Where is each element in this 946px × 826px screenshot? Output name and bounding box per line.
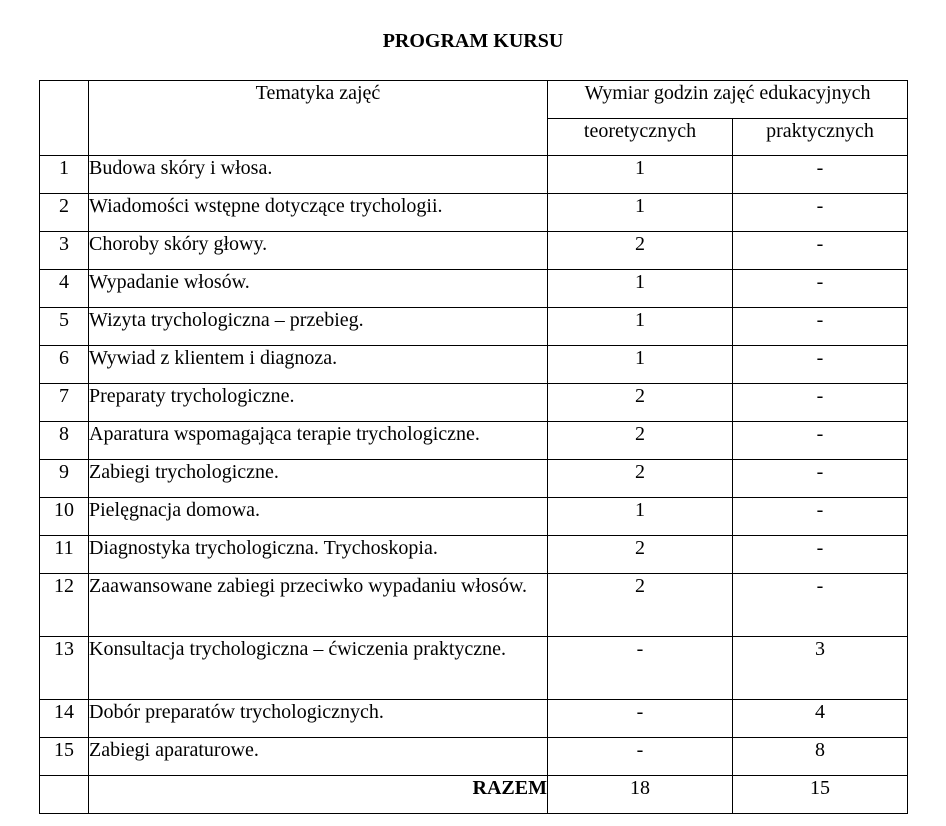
row-number: 9	[40, 460, 89, 498]
total-number-cell	[40, 776, 89, 814]
row-topic: Choroby skóry głowy.	[89, 232, 548, 270]
row-theory-hours: 1	[548, 498, 733, 536]
row-number: 3	[40, 232, 89, 270]
row-theory-hours: 2	[548, 536, 733, 574]
total-theory: 18	[548, 776, 733, 814]
row-practice-hours: -	[733, 308, 908, 346]
row-topic: Konsultacja trychologiczna – ćwiczenia praktyczne.	[89, 637, 548, 700]
row-topic: Wywiad z klientem i diagnoza.	[89, 346, 548, 384]
header-number-cell	[40, 81, 89, 156]
table-row	[40, 574, 908, 637]
row-topic: Zabiegi trychologiczne.	[89, 460, 548, 498]
row-number: 8	[40, 422, 89, 460]
row-topic: Preparaty trychologiczne.	[89, 384, 548, 422]
table-row	[40, 194, 908, 232]
course-program-table	[39, 80, 908, 814]
row-practice-hours: -	[733, 384, 908, 422]
total-practice: 15	[733, 776, 908, 814]
table-row	[40, 384, 908, 422]
row-topic: Diagnostyka trychologiczna. Trychoskopia.	[89, 536, 548, 574]
table-row	[40, 308, 908, 346]
row-practice-hours: -	[733, 422, 908, 460]
row-practice-hours: 3	[733, 637, 908, 700]
table-row	[40, 232, 908, 270]
table-row	[40, 422, 908, 460]
row-practice-hours: -	[733, 498, 908, 536]
row-number: 13	[40, 637, 89, 700]
row-practice-hours: -	[733, 536, 908, 574]
table-row	[40, 700, 908, 738]
row-practice-hours: -	[733, 346, 908, 384]
row-number: 10	[40, 498, 89, 536]
table-row	[40, 498, 908, 536]
row-topic: Wiadomości wstępne dotyczące trychologii.	[89, 194, 548, 232]
row-topic: Zabiegi aparaturowe.	[89, 738, 548, 776]
row-number: 1	[40, 156, 89, 194]
row-topic: Aparatura wspomagająca terapie trychologiczne.	[89, 422, 548, 460]
table-row	[40, 270, 908, 308]
row-topic: Pielęgnacja domowa.	[89, 498, 548, 536]
row-topic: Dobór preparatów trychologicznych.	[89, 700, 548, 738]
total-label: RAZEM	[89, 776, 548, 814]
row-number: 15	[40, 738, 89, 776]
row-theory-hours: 2	[548, 460, 733, 498]
row-number: 4	[40, 270, 89, 308]
row-practice-hours: -	[733, 232, 908, 270]
row-theory-hours: 2	[548, 422, 733, 460]
row-practice-hours: 4	[733, 700, 908, 738]
row-topic: Wypadanie włosów.	[89, 270, 548, 308]
row-number: 7	[40, 384, 89, 422]
row-topic: Wizyta trychologiczna – przebieg.	[89, 308, 548, 346]
table-row	[40, 738, 908, 776]
header-hours: Wymiar godzin zajęć edukacyjnych	[548, 81, 908, 119]
table-header-row	[40, 81, 908, 119]
document-title: PROGRAM KURSU	[382, 30, 564, 52]
row-theory-hours: -	[548, 738, 733, 776]
header-practice: praktycznych	[733, 119, 908, 156]
row-theory-hours: 1	[548, 346, 733, 384]
table-row	[40, 156, 908, 194]
row-topic: Budowa skóry i włosa.	[89, 156, 548, 194]
table-row	[40, 536, 908, 574]
row-theory-hours: 1	[548, 308, 733, 346]
table-row	[40, 637, 908, 700]
total-row	[40, 776, 908, 814]
row-practice-hours: -	[733, 460, 908, 498]
row-theory-hours: 2	[548, 232, 733, 270]
row-number: 2	[40, 194, 89, 232]
row-practice-hours: -	[733, 270, 908, 308]
row-theory-hours: -	[548, 700, 733, 738]
table-row	[40, 460, 908, 498]
row-topic: Zaawansowane zabiegi przeciwko wypadaniu włosów.	[89, 574, 548, 637]
row-theory-hours: 2	[548, 574, 733, 637]
row-number: 11	[40, 536, 89, 574]
row-number: 14	[40, 700, 89, 738]
row-theory-hours: 2	[548, 384, 733, 422]
row-practice-hours: 8	[733, 738, 908, 776]
table-body	[40, 156, 908, 776]
row-theory-hours: -	[548, 637, 733, 700]
row-practice-hours: -	[733, 156, 908, 194]
table-row	[40, 346, 908, 384]
row-number: 5	[40, 308, 89, 346]
row-practice-hours: -	[733, 194, 908, 232]
row-theory-hours: 1	[548, 270, 733, 308]
row-number: 12	[40, 574, 89, 637]
row-theory-hours: 1	[548, 194, 733, 232]
header-theory: teoretycznych	[548, 119, 733, 156]
row-theory-hours: 1	[548, 156, 733, 194]
row-practice-hours: -	[733, 574, 908, 637]
header-topic: Tematyka zajęć	[89, 81, 548, 156]
row-number: 6	[40, 346, 89, 384]
